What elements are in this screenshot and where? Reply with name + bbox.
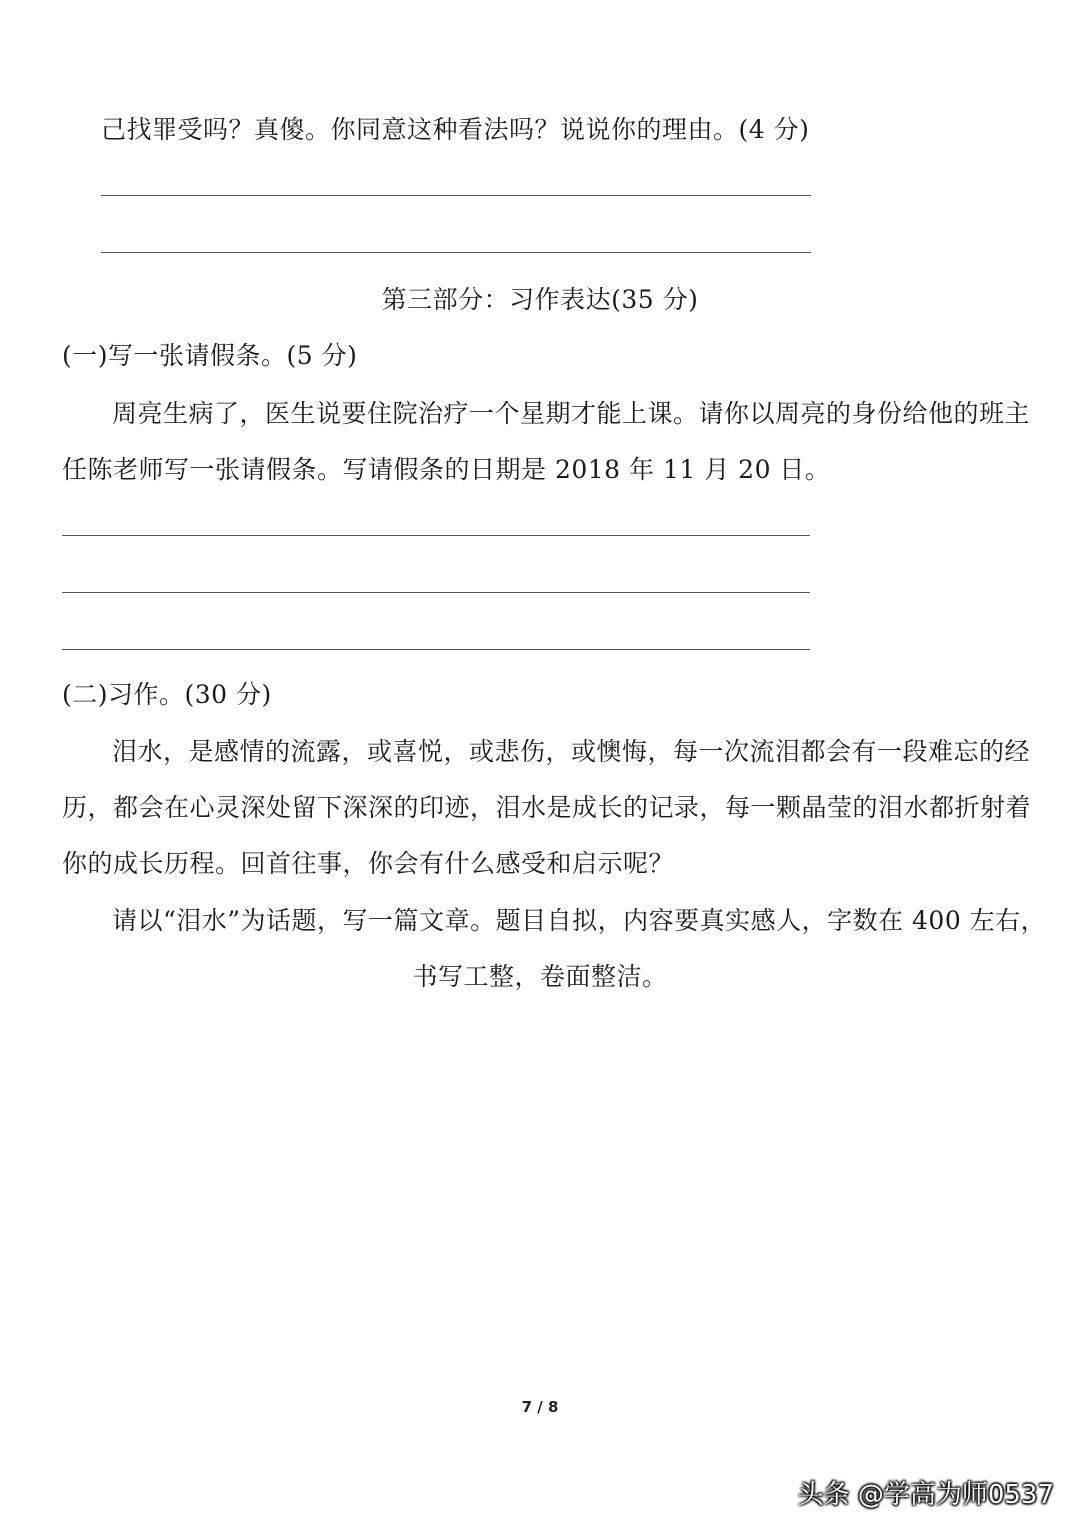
page-number: 7 / 8 (521, 1398, 559, 1416)
leave-note-line-3 (62, 649, 810, 650)
leave-note-line-1 (62, 535, 810, 536)
section-one-prompt-line1: 周亮生病了，医生说要住院治疗一个星期才能上课。请你以周亮的身份给他的班主 (112, 399, 1031, 428)
section-two-para2-line2: 书写工整，卷面整洁。 (412, 962, 668, 991)
section-one-heading: (一)写一张请假条。(5 分) (62, 341, 358, 370)
section-two-para2-line1: 请以“泪水”为话题，写一篇文章。题目自拟，内容要真实感人，字数在 400 左右， (112, 906, 1047, 935)
question-tail-text: 己找罪受吗？真傻。你同意这种看法吗？说说你的理由。(4 分) (101, 115, 810, 144)
section-two-para1-line3: 你的成长历程。回首往事，你会有什么感受和启示呢？ (62, 849, 675, 878)
part-three-title: 第三部分：习作表达(35 分) (381, 285, 699, 314)
answer-line-2 (101, 252, 811, 253)
leave-note-line-2 (62, 592, 810, 593)
watermark: 头条 @学高为师0537 (797, 1480, 1054, 1510)
section-two-para1-line2: 历，都会在心灵深处留下深深的印迹，泪水是成长的记录，每一颗晶莹的泪水都折射着 (62, 793, 1032, 822)
section-two-para1-line1: 泪水，是感情的流露，或喜悦，或悲伤，或懊悔，每一次流泪都会有一段难忘的经 (112, 737, 1031, 766)
section-two-heading: (二)习作。(30 分) (62, 680, 272, 709)
section-one-prompt-line2: 任陈老师写一张请假条。写请假条的日期是 2018 年 11 月 20 日。 (62, 455, 831, 484)
answer-line-1 (101, 195, 811, 196)
